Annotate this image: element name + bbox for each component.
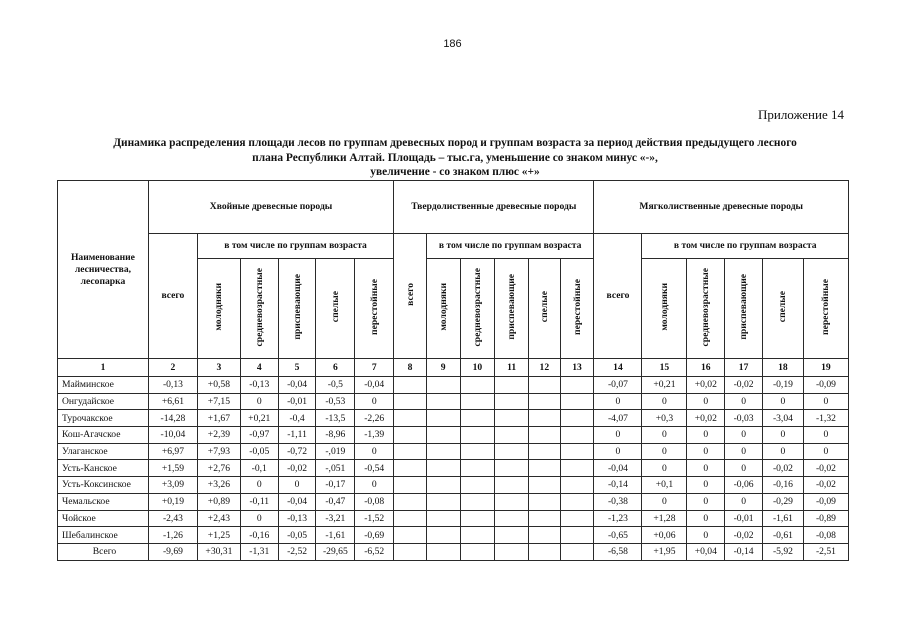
column-number: 2 — [148, 359, 197, 377]
table-cell — [426, 443, 460, 460]
table-cell — [560, 527, 594, 544]
table-cell — [560, 443, 594, 460]
table-cell: 0 — [763, 427, 804, 444]
table-cell: 0 — [355, 443, 394, 460]
table-cell — [560, 427, 594, 444]
table-body — [58, 377, 849, 561]
table-cell: -0,47 — [316, 493, 355, 510]
table-cell: -0,13 — [240, 377, 278, 394]
table-cell: -0,05 — [278, 527, 316, 544]
table-cell: -1,26 — [148, 527, 197, 544]
header-age: молодняки — [197, 259, 240, 359]
table-cell: -0,09 — [803, 377, 848, 394]
header-total-vertical — [394, 234, 427, 359]
table-cell — [426, 393, 460, 410]
header-age: молодняки — [426, 259, 460, 359]
table-row — [58, 393, 849, 410]
forestry-name: Кош-Агачское — [58, 427, 149, 444]
table-cell: +1,25 — [197, 527, 240, 544]
table-cell: -0,09 — [803, 493, 848, 510]
table-cell: -0,01 — [725, 510, 763, 527]
table-cell: 0 — [725, 393, 763, 410]
table-row — [58, 443, 849, 460]
table-cell: +6,61 — [148, 393, 197, 410]
table-cell: -,019 — [316, 443, 355, 460]
table-cell — [460, 410, 495, 427]
table-cell — [528, 493, 560, 510]
header-age: приспевающие — [278, 259, 316, 359]
table-row — [58, 410, 849, 427]
column-number: 16 — [687, 359, 725, 377]
table-cell — [460, 510, 495, 527]
table-cell: -0,4 — [278, 410, 316, 427]
table-cell — [426, 460, 460, 477]
table-cell: 0 — [687, 527, 725, 544]
table-cell — [495, 493, 529, 510]
column-number: 15 — [642, 359, 687, 377]
column-number: 7 — [355, 359, 394, 377]
table-cell — [528, 410, 560, 427]
table-cell — [528, 393, 560, 410]
header-total: всего — [594, 234, 642, 359]
column-number: 11 — [495, 359, 529, 377]
table-cell: -9,69 — [148, 543, 197, 560]
table-cell: -1,39 — [355, 427, 394, 444]
table-cell — [528, 443, 560, 460]
table-cell: 0 — [642, 393, 687, 410]
table-cell: 0 — [240, 510, 278, 527]
table-cell: 0 — [642, 427, 687, 444]
table-cell: -5,92 — [763, 543, 804, 560]
table-cell: 0 — [642, 493, 687, 510]
table-cell: -1,32 — [803, 410, 848, 427]
table-cell: -,051 — [316, 460, 355, 477]
header-age: молодняки — [642, 259, 687, 359]
table-cell — [495, 460, 529, 477]
appendix-label: Приложение 14 — [757, 107, 844, 122]
table-cell: +3,26 — [197, 477, 240, 494]
table-cell — [560, 377, 594, 394]
table-cell: -0,02 — [763, 460, 804, 477]
header-name: Наименование лесничества, лесопарка — [58, 181, 149, 359]
header-age: спелые — [316, 259, 355, 359]
table-cell: -0,02 — [278, 460, 316, 477]
table-cell: -0,04 — [594, 460, 642, 477]
table-cell: -6,52 — [355, 543, 394, 560]
header-age: перестойные — [803, 259, 848, 359]
table-cell: -1,11 — [278, 427, 316, 444]
table-cell — [426, 527, 460, 544]
table-cell — [495, 543, 529, 560]
table-cell: 0 — [687, 510, 725, 527]
table-row — [58, 543, 849, 560]
table-cell: 0 — [725, 443, 763, 460]
table-cell: -0,97 — [240, 427, 278, 444]
column-number: 10 — [460, 359, 495, 377]
column-number-row — [58, 359, 849, 377]
header-total-label: всего — [404, 283, 416, 306]
table-cell: -13,5 — [316, 410, 355, 427]
column-number: 5 — [278, 359, 316, 377]
table-cell: +0,89 — [197, 493, 240, 510]
table-cell — [426, 477, 460, 494]
table-cell: +0,58 — [197, 377, 240, 394]
table-cell: -6,58 — [594, 543, 642, 560]
header-subgroup: в том числе по группам возраста — [197, 234, 393, 259]
forestry-name: Майминское — [58, 377, 149, 394]
table-cell: -0,11 — [240, 493, 278, 510]
table-cell — [528, 527, 560, 544]
table-cell — [495, 443, 529, 460]
table-cell — [460, 377, 495, 394]
table-cell — [394, 393, 427, 410]
table-cell: 0 — [687, 393, 725, 410]
table-cell: +1,95 — [642, 543, 687, 560]
column-number: 8 — [394, 359, 427, 377]
table-cell: +0,02 — [687, 410, 725, 427]
page-number: 186 — [443, 38, 462, 50]
table-cell — [394, 427, 427, 444]
table-cell: +6,97 — [148, 443, 197, 460]
table-cell — [528, 477, 560, 494]
header-age: приспевающие — [725, 259, 763, 359]
table-cell: -2,52 — [278, 543, 316, 560]
table-cell — [394, 527, 427, 544]
table-cell — [460, 543, 495, 560]
column-number: 13 — [560, 359, 594, 377]
table-cell: -1,61 — [763, 510, 804, 527]
table-cell — [394, 510, 427, 527]
table-row — [58, 527, 849, 544]
table-cell: 0 — [355, 477, 394, 494]
header-age: спелые — [528, 259, 560, 359]
table-cell — [426, 543, 460, 560]
table-cell: +1,59 — [148, 460, 197, 477]
table-cell — [394, 443, 427, 460]
table-cell: -0,13 — [148, 377, 197, 394]
table-cell: 0 — [687, 493, 725, 510]
table-cell — [495, 510, 529, 527]
forestry-name: Чемальское — [58, 493, 149, 510]
table-cell — [560, 477, 594, 494]
table-row — [58, 510, 849, 527]
table-cell: -0,02 — [725, 377, 763, 394]
column-number: 6 — [316, 359, 355, 377]
table-cell: -0,29 — [763, 493, 804, 510]
table-cell: +1,28 — [642, 510, 687, 527]
table-cell: +30,31 — [197, 543, 240, 560]
table-cell: -8,96 — [316, 427, 355, 444]
table-cell: -29,65 — [316, 543, 355, 560]
table-cell — [528, 460, 560, 477]
table-cell: 0 — [687, 477, 725, 494]
table-cell: 0 — [687, 443, 725, 460]
table-cell: +7,93 — [197, 443, 240, 460]
table-cell: -0,54 — [355, 460, 394, 477]
table-cell: -2,43 — [148, 510, 197, 527]
table-cell: -0,1 — [240, 460, 278, 477]
table-cell: 0 — [355, 393, 394, 410]
header-total: всего — [148, 234, 197, 359]
table-cell — [495, 410, 529, 427]
table-cell: 0 — [240, 477, 278, 494]
table-cell — [560, 493, 594, 510]
forest-dynamics-table — [57, 180, 849, 561]
table-cell: 0 — [803, 443, 848, 460]
table-cell — [394, 410, 427, 427]
table-cell: -0,02 — [803, 477, 848, 494]
table-cell: -0,04 — [278, 377, 316, 394]
table-cell: 0 — [725, 460, 763, 477]
forestry-name: Усть-Канское — [58, 460, 149, 477]
table-cell: +0,1 — [642, 477, 687, 494]
table-cell — [426, 377, 460, 394]
table-cell — [394, 460, 427, 477]
table-cell — [460, 477, 495, 494]
column-number: 4 — [240, 359, 278, 377]
table-cell — [495, 477, 529, 494]
table-cell: 0 — [642, 443, 687, 460]
table-cell: -10,04 — [148, 427, 197, 444]
table-cell: 0 — [240, 393, 278, 410]
header-age: средневозрастные — [687, 259, 725, 359]
column-number: 3 — [197, 359, 240, 377]
table-cell: 0 — [725, 427, 763, 444]
table-cell — [528, 510, 560, 527]
table-cell: -0,5 — [316, 377, 355, 394]
table-cell — [394, 377, 427, 394]
table-cell — [528, 543, 560, 560]
table-row — [58, 377, 849, 394]
table-cell: -0,04 — [278, 493, 316, 510]
table-cell — [426, 510, 460, 527]
table-cell: -0,05 — [240, 443, 278, 460]
column-number: 19 — [803, 359, 848, 377]
table-cell: +0,19 — [148, 493, 197, 510]
header-age: спелые — [763, 259, 804, 359]
table-cell — [394, 477, 427, 494]
document-title — [55, 136, 855, 180]
table-cell: -0,03 — [725, 410, 763, 427]
header-group-hardwood: Твердолиственные древесные породы — [394, 181, 594, 234]
table-cell — [426, 427, 460, 444]
table-cell: 0 — [803, 393, 848, 410]
table-cell: 0 — [278, 477, 316, 494]
table-cell — [460, 527, 495, 544]
table-cell — [460, 460, 495, 477]
table-cell: +2,39 — [197, 427, 240, 444]
table-cell — [560, 543, 594, 560]
table-cell: -2,26 — [355, 410, 394, 427]
table-cell: -3,04 — [763, 410, 804, 427]
table-cell: -0,17 — [316, 477, 355, 494]
table-cell: +1,67 — [197, 410, 240, 427]
table-cell: +0,21 — [642, 377, 687, 394]
table-cell: +7,15 — [197, 393, 240, 410]
table-cell: +3,09 — [148, 477, 197, 494]
table-cell: -4,07 — [594, 410, 642, 427]
table-cell — [495, 527, 529, 544]
title-line: увеличение - со знаком плюс «+» — [370, 166, 540, 178]
table-cell: +2,76 — [197, 460, 240, 477]
table-cell: -0,08 — [803, 527, 848, 544]
table-cell: -0,01 — [278, 393, 316, 410]
column-number: 12 — [528, 359, 560, 377]
table-cell — [495, 377, 529, 394]
title-line: Динамика распределения площади лесов по группам древесных пород и группам возраста за период действия предыдущего лесного — [113, 137, 797, 149]
table-cell: -0,07 — [594, 377, 642, 394]
table-cell: -0,72 — [278, 443, 316, 460]
forestry-name: Онгудайское — [58, 393, 149, 410]
table-cell: +2,43 — [197, 510, 240, 527]
table-cell: -0,04 — [355, 377, 394, 394]
header-age: перестойные — [560, 259, 594, 359]
table-cell — [394, 493, 427, 510]
table-cell — [394, 543, 427, 560]
header-age: приспевающие — [495, 259, 529, 359]
table-cell: +0,21 — [240, 410, 278, 427]
column-number: 18 — [763, 359, 804, 377]
table-cell — [426, 493, 460, 510]
table-cell: 0 — [594, 427, 642, 444]
table-cell — [528, 427, 560, 444]
table-cell — [528, 377, 560, 394]
table-cell: +0,3 — [642, 410, 687, 427]
table-cell: 0 — [594, 393, 642, 410]
header-age: средневозрастные — [240, 259, 278, 359]
table-cell: 0 — [687, 460, 725, 477]
table-cell: -0,13 — [278, 510, 316, 527]
table-cell: -1,23 — [594, 510, 642, 527]
table-cell: -0,53 — [316, 393, 355, 410]
table-cell: -0,08 — [355, 493, 394, 510]
table-cell: 0 — [763, 443, 804, 460]
table-cell: -0,89 — [803, 510, 848, 527]
table-cell — [560, 460, 594, 477]
table-row — [58, 460, 849, 477]
table-cell: 0 — [803, 427, 848, 444]
table-cell: -0,02 — [803, 460, 848, 477]
table-cell: 0 — [763, 393, 804, 410]
table-cell: -0,14 — [725, 543, 763, 560]
table-cell: -1,52 — [355, 510, 394, 527]
table-cell: +0,06 — [642, 527, 687, 544]
table-cell: -1,61 — [316, 527, 355, 544]
table-cell: -1,31 — [240, 543, 278, 560]
forestry-name: Турочакское — [58, 410, 149, 427]
column-number: 1 — [58, 359, 149, 377]
forestry-name: Усть-Коксинское — [58, 477, 149, 494]
header-age: перестойные — [355, 259, 394, 359]
table-cell — [460, 427, 495, 444]
forestry-name: Всего — [58, 543, 149, 560]
table-cell: 0 — [687, 427, 725, 444]
table-cell: 0 — [594, 443, 642, 460]
table-cell: 0 — [642, 460, 687, 477]
forestry-name: Чойское — [58, 510, 149, 527]
table-cell — [560, 393, 594, 410]
forestry-name: Улаганское — [58, 443, 149, 460]
table-cell: -0,06 — [725, 477, 763, 494]
header-group-conifer: Хвойные древесные породы — [148, 181, 393, 234]
header-age: средневозрастные — [460, 259, 495, 359]
table-cell: -0,61 — [763, 527, 804, 544]
table-cell: -0,65 — [594, 527, 642, 544]
table-cell: -14,28 — [148, 410, 197, 427]
table-row — [58, 493, 849, 510]
table-cell: -0,02 — [725, 527, 763, 544]
table-cell: -0,38 — [594, 493, 642, 510]
table-cell — [560, 410, 594, 427]
table-cell: -0,16 — [763, 477, 804, 494]
table-cell — [460, 393, 495, 410]
table-cell: -0,69 — [355, 527, 394, 544]
table-cell: 0 — [725, 493, 763, 510]
table-row — [58, 477, 849, 494]
header-subgroup: в том числе по группам возраста — [426, 234, 594, 259]
table-cell: +0,04 — [687, 543, 725, 560]
table-row — [58, 427, 849, 444]
table-cell — [560, 510, 594, 527]
title-line: плана Республики Алтай. Площадь – тыс.га, уменьшение со знаком минус «-», — [252, 151, 658, 164]
column-number: 14 — [594, 359, 642, 377]
table-cell — [426, 410, 460, 427]
column-number: 9 — [426, 359, 460, 377]
table-cell: -2,51 — [803, 543, 848, 560]
table-cell — [460, 493, 495, 510]
forestry-name: Шебалинское — [58, 527, 149, 544]
table-cell: -0,16 — [240, 527, 278, 544]
column-number: 17 — [725, 359, 763, 377]
table-cell: -0,14 — [594, 477, 642, 494]
header-subgroup: в том числе по группам возраста — [642, 234, 849, 259]
table-cell — [460, 443, 495, 460]
table-cell: +0,02 — [687, 377, 725, 394]
header-group-softwood: Мягколиственные древесные породы — [594, 181, 849, 234]
table-cell: -3,21 — [316, 510, 355, 527]
table-cell — [495, 427, 529, 444]
table-cell — [495, 393, 529, 410]
table-cell: -0,19 — [763, 377, 804, 394]
